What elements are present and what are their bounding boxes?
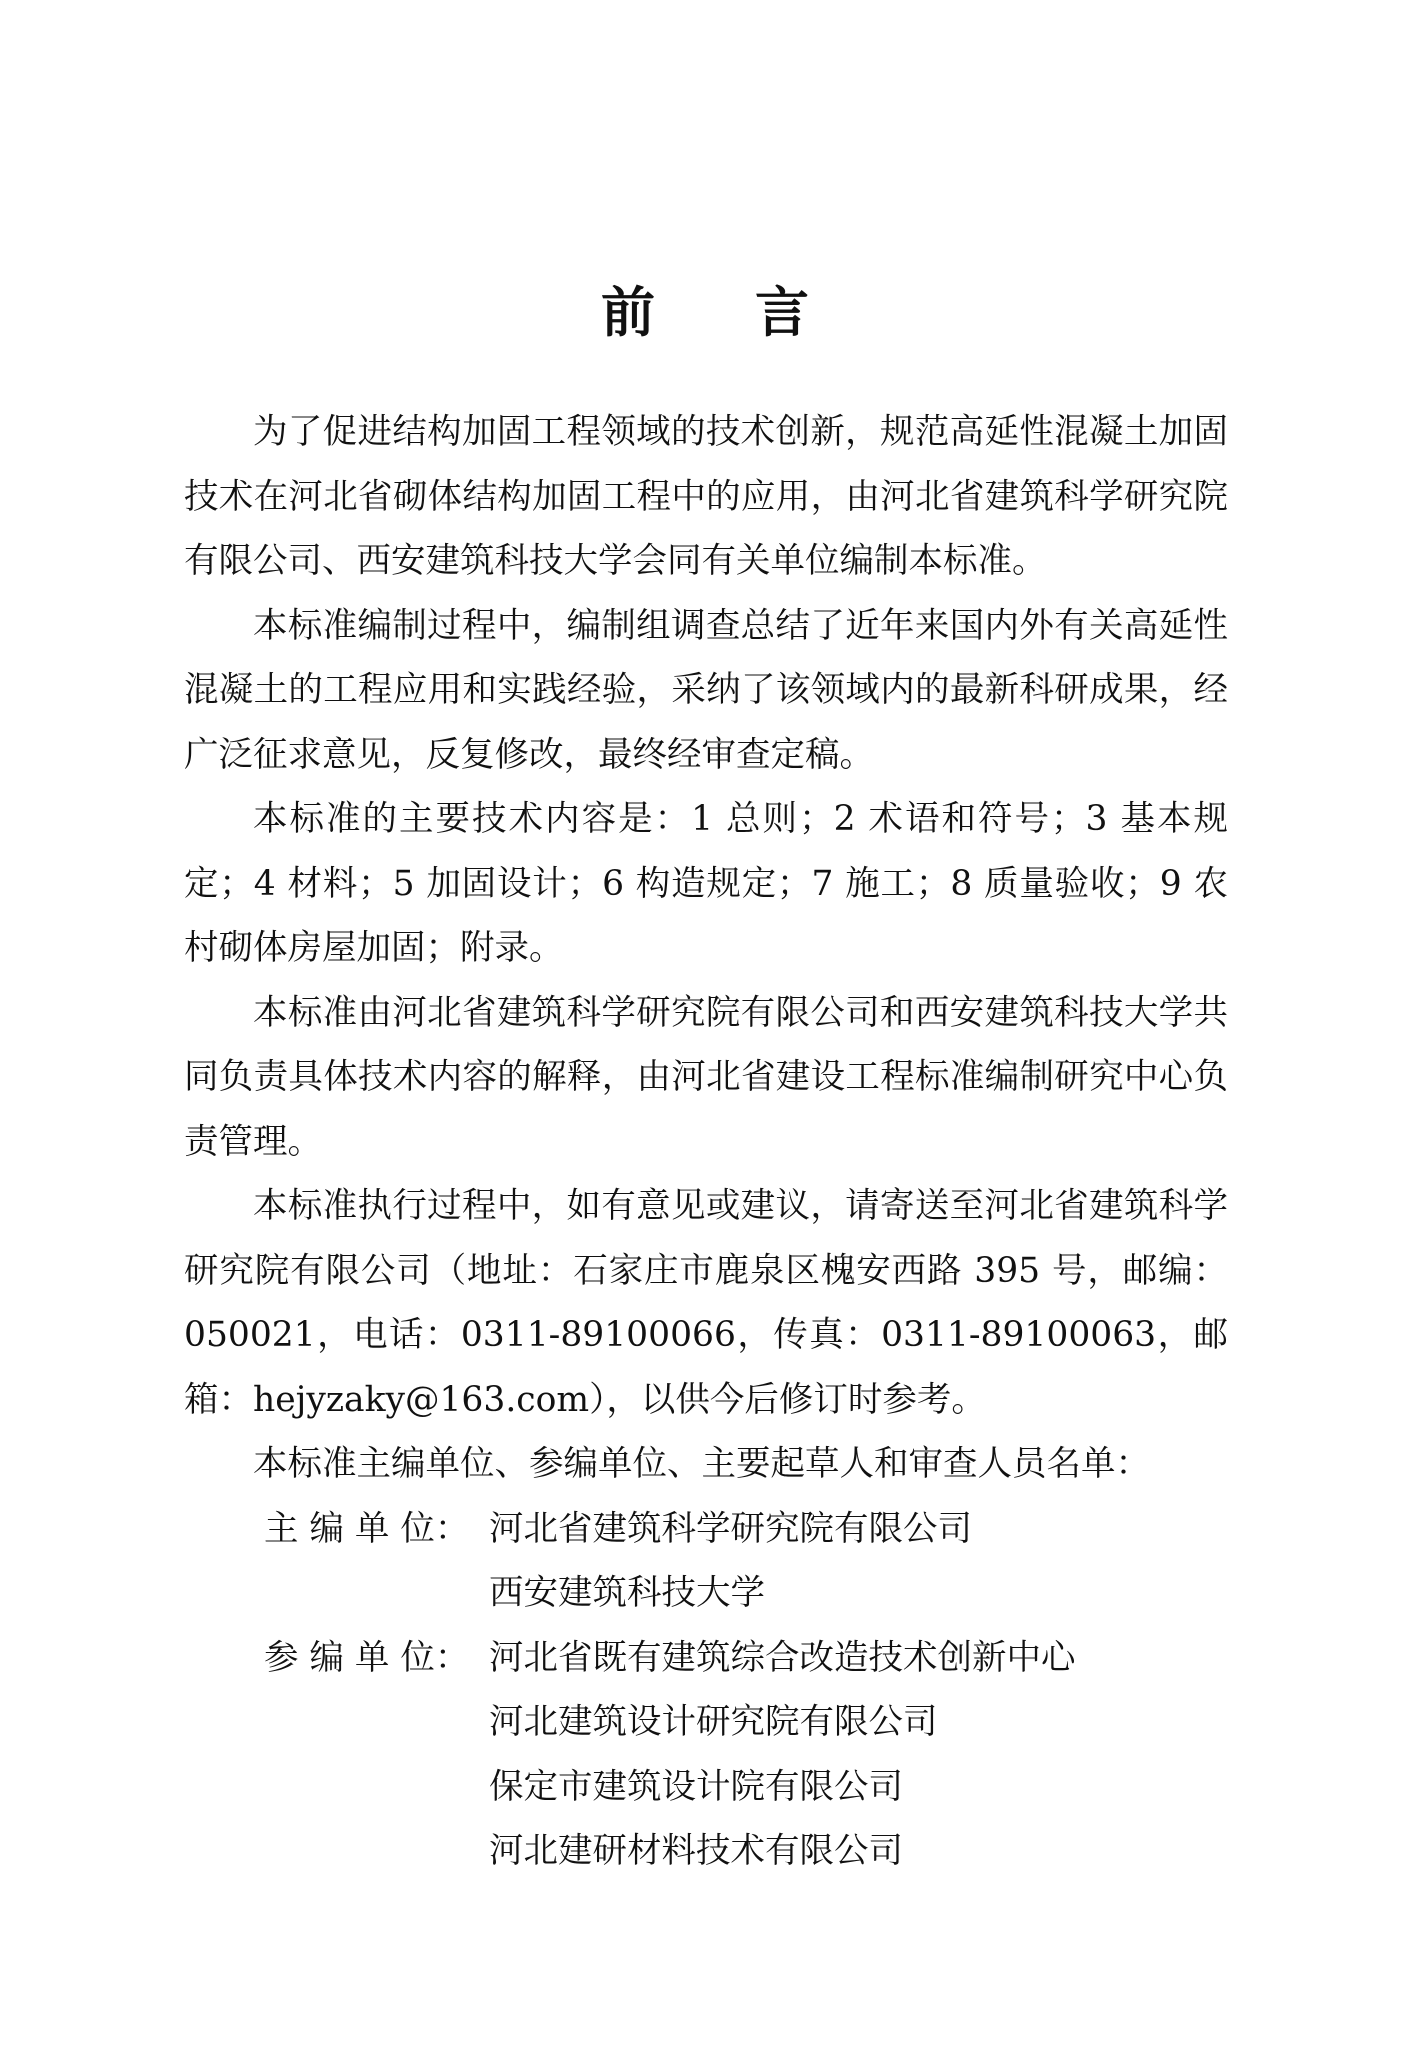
participating-unit-names (489, 1626, 1228, 1884)
body-text (184, 400, 1228, 1884)
participating-unit-label: 参 编 单 位： (264, 1637, 470, 1678)
participating-unit-name: 河北建研材料技术有限公司 (489, 1831, 903, 1871)
chief-unit-group (184, 1497, 1228, 1626)
chief-unit-name: 西安建筑科技大学 (489, 1573, 765, 1613)
paragraph-purpose: 为了促进结构加固工程领域的技术创新，规范高延性混凝土加固技术在河北省砌体结构加固工程中的应用，由河北省建筑科学研究院有限公司、西安建筑科技大学会同有关单位编制本标准。 (184, 412, 1228, 581)
participating-unit-name: 河北省既有建筑综合改造技术创新中心 (489, 1637, 1076, 1678)
chief-unit-names (489, 1497, 1228, 1626)
paragraph-feedback: 本标准执行过程中，如有意见或建议，请寄送至河北省建筑科学研究院有限公司（地址：石家庄市鹿泉区槐安西路 395 号，邮编：050021，电话：0311-89100066，传真：0311-89100063，邮箱：hejyzaky@163.com），以供今后修订时参考。 (184, 1186, 1228, 1420)
paragraph-interpretation: 本标准由河北省建筑科学研究院有限公司和西安建筑科技大学共同负责具体技术内容的解释，由河北省建设工程标准编制研究中心负责管理。 (184, 992, 1228, 1162)
unit-list (184, 1497, 1228, 1884)
chief-unit-label: 主 编 单 位： (264, 1508, 470, 1549)
paragraph-unit-list-intro: 本标准主编单位、参编单位、主要起草人和审查人员名单： (253, 1444, 1150, 1484)
page-title: 前言 (601, 280, 909, 344)
participating-unit-name: 河北建筑设计研究院有限公司 (489, 1702, 938, 1742)
participating-unit-name: 保定市建筑设计院有限公司 (489, 1766, 903, 1807)
participating-unit-group (184, 1626, 1228, 1884)
paragraph-contents: 本标准的主要技术内容是：1 总则；2 术语和符号；3 基本规定；4 材料；5 加固设计；6 构造规定；7 施工；8 质量验收；9 农村砌体房屋加固；附录。 (184, 799, 1228, 968)
chief-unit-name: 河北省建筑科学研究院有限公司 (489, 1508, 972, 1549)
paragraph-process: 本标准编制过程中，编制组调查总结了近年来国内外有关高延性混凝土的工程应用和实践经验，采纳了该领域内的最新科研成果，经广泛征求意见，反复修改，最终经审查定稿。 (184, 605, 1228, 775)
